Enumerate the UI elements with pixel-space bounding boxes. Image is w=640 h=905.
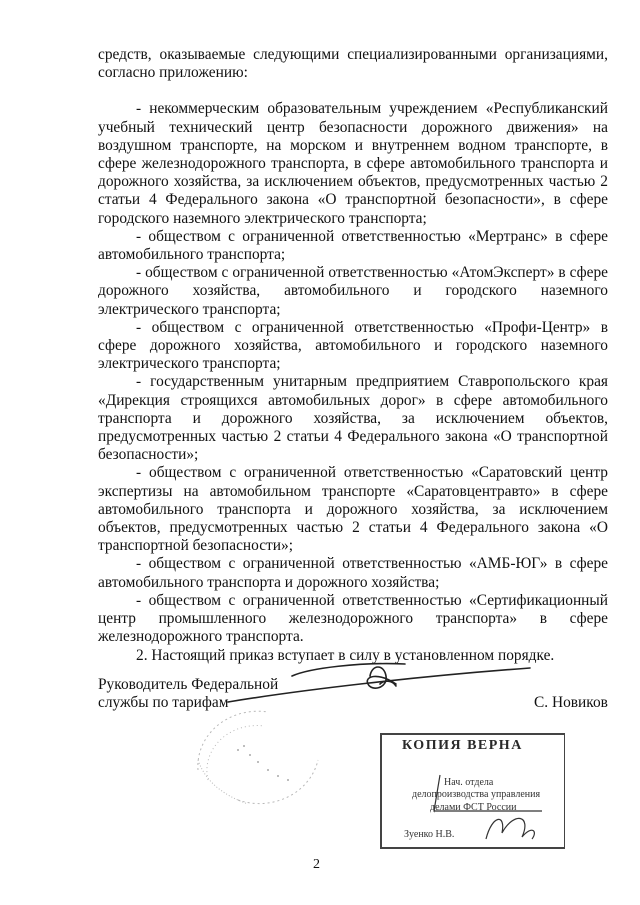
stamp-line-1: Нач. отдела [444,777,494,788]
list-item-6: - обществом с ограниченной ответственностью «Саратовский центр экспертизы на автомобильном транспорте «Саратовцентравто» в сфере автомобильного транспорта и дорожного хозяйства, за исключением объектов, предусмотренных частью 2 статьи 4 Федерального закона «О транспортной безопасности»; [98,464,608,555]
list-item-4: - обществом с ограниченной ответственностью «Профи-Центр» в сфере дорожного хозяйства, автомобильного и городского наземного электрического транспорта; [98,318,608,373]
list-item-1: - некоммерческим образовательным учреждением «Республиканский учебный технический центр безопасности дорожного движения» на воздушном транспорте, на морском и внутреннем водном транспорте, в сфере железнодорожного транспорта, в сфере автомобильного транспорта и дорожного хозяйства, за исключением объектов, предусмотренных частью 2 статьи 4 Федерального закона «О транспортной безопасности», в сфере городского наземного электрического транспорта; [98,100,608,227]
page-number: 2 [313,857,320,872]
signature-title [98,676,278,712]
stamp-title: КОПИЯ ВЕРНА [402,738,523,753]
stamp-line-2: делопроизводства управления [412,789,541,800]
signatory-name: С. Новиков [534,694,608,711]
signature-title-line2: службы по тарифам [98,694,229,712]
stamp-line-4: Зуенко Н.В. [404,829,455,840]
paragraph-intro: средств, оказываемые следующими специализированными организациями, согласно приложению: [98,46,608,82]
stamp-line-3: делами ФСТ России [430,802,517,813]
list-item-7: - обществом с ограниченной ответственностью «АМБ-ЮГ» в сфере автомобильного транспорта и дорожного хозяйства; [98,555,608,591]
list-item-8: - обществом с ограниченной ответственностью «Сертификационный центр промышленного железнодорожного транспорта» в сфере железнодорожного транспорта. [98,591,608,646]
signature-title-line1: Руководитель Федеральной [98,676,279,693]
copy-certified-stamp [380,733,565,849]
list-item-3: - обществом с ограниченной ответственностью «АтомЭксперт» в сфере дорожного хозяйства, автомобильного и городского наземного электрического транспорта; [98,264,608,318]
stamp-signature [382,735,564,847]
list-item-2: - обществом с ограниченной ответственностью «Мертранс» в сфере автомобильного транспорта; [98,227,608,264]
list-item-5: - государственным унитарным предприятием Ставропольского края «Дирекция строящихся автомобильных дорог» в сфере автомобильного транспорта и дорожного хозяйства, за исключением объектов, предусмотренных частью 2 статьи 4 Федерального закона «О транспортной безопасности»; [98,373,608,464]
paragraph-effective: 2. Настоящий приказ вступает в силу в установленном порядке. [136,646,555,664]
